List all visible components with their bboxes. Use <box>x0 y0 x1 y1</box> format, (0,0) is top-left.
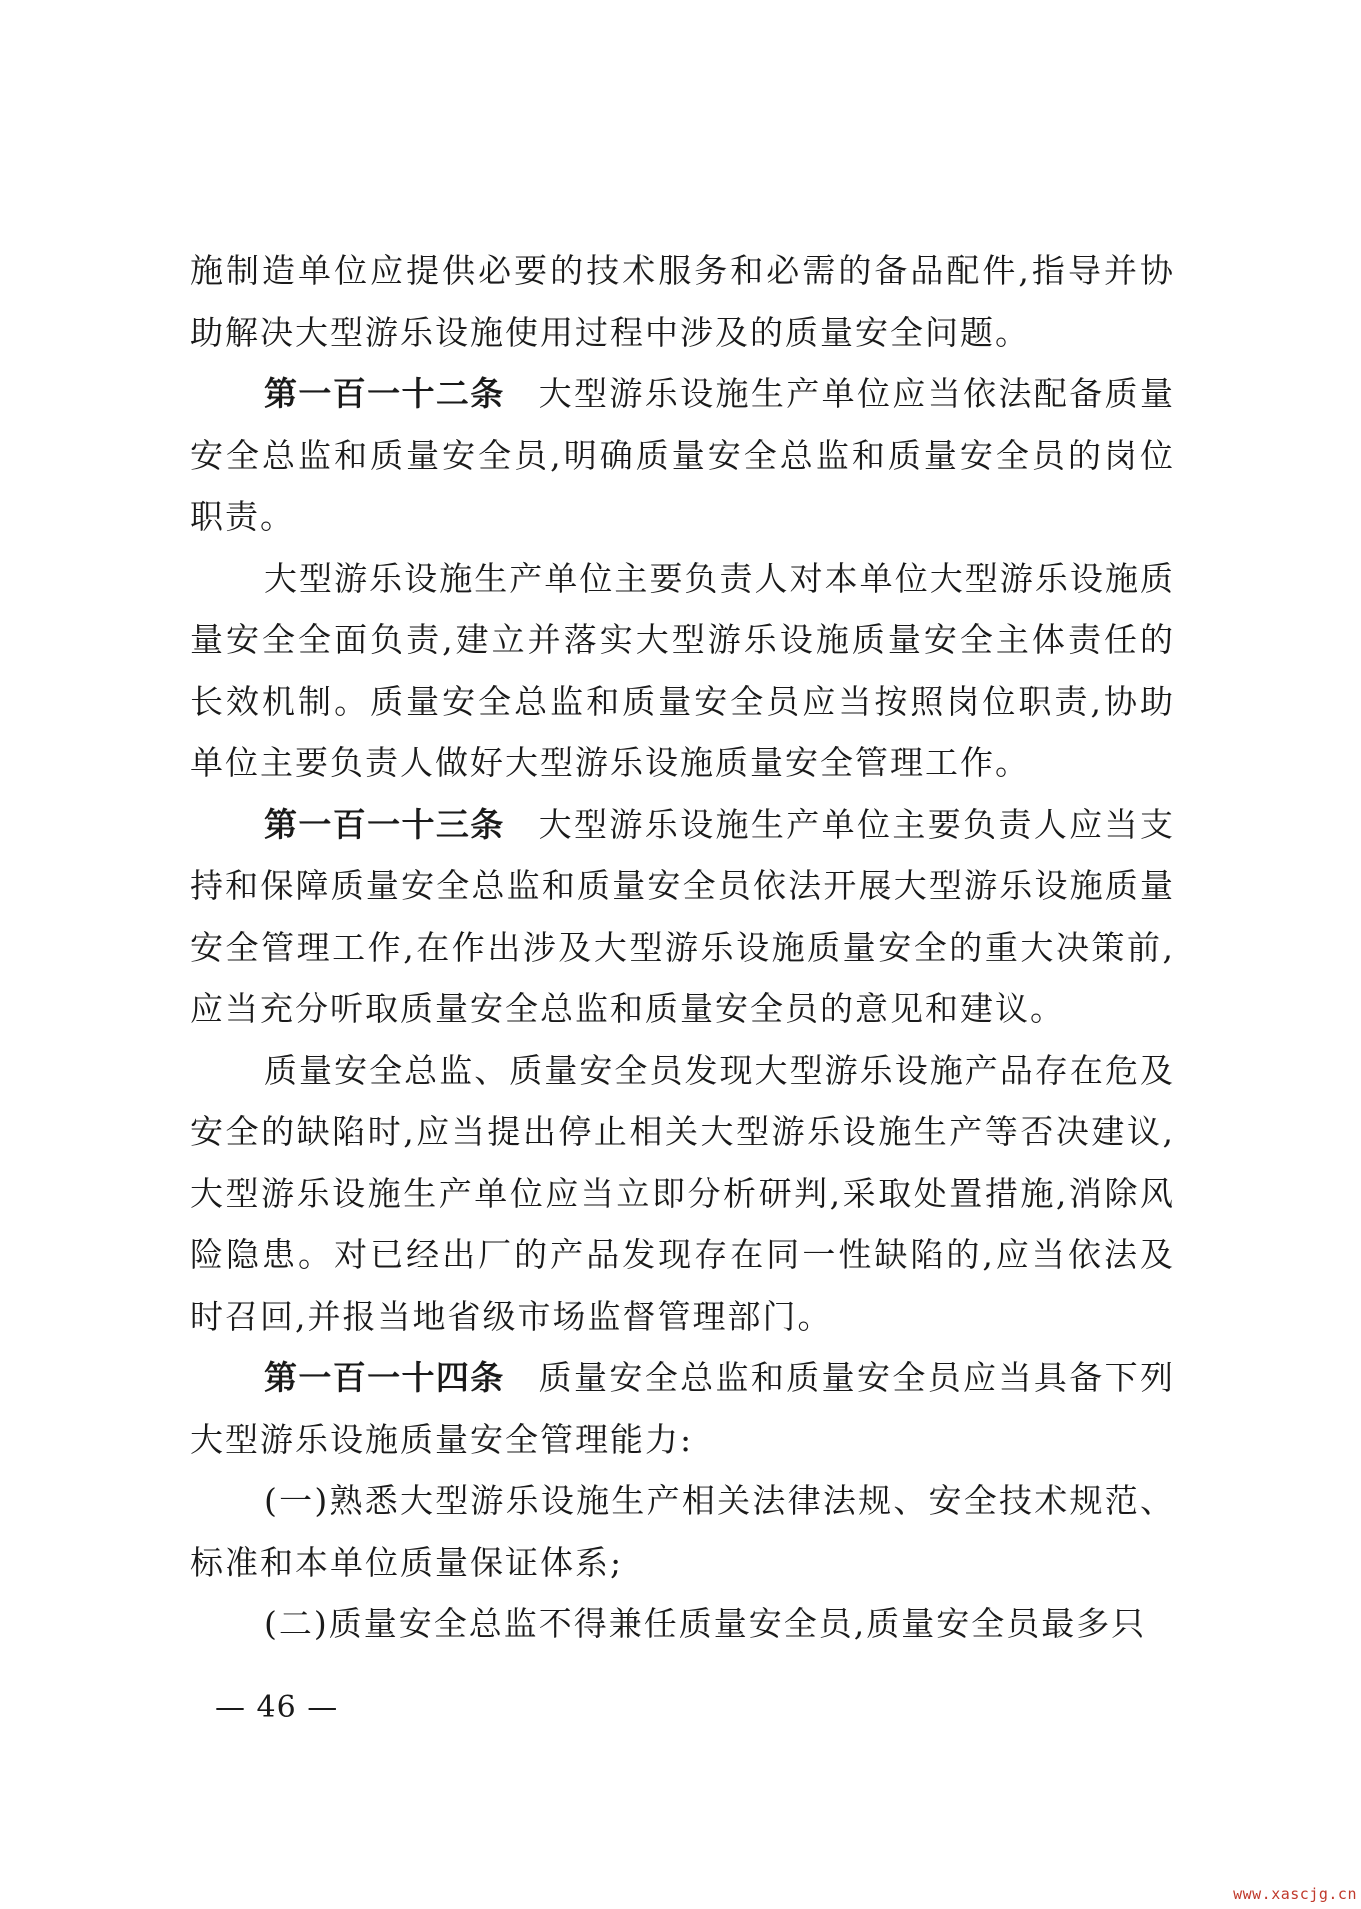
article-112 <box>190 363 1175 548</box>
article-heading: 第一百一十二条 <box>264 374 505 413</box>
paragraph-text: (二)质量安全总监不得兼任质量安全员,质量安全员最多只 <box>264 1604 1147 1643</box>
paragraph-text: 大型游乐设施生产单位主要负责人对本单位大型游乐设施质量安全全面负责,建立并落实大型游乐设施质量安全主体责任的长效机制。质量安全总监和质量安全员应当按照岗位职责,协助单位主要负责人做好大型游乐设施质量安全管理工作。 <box>190 558 1175 782</box>
paragraph-text: 质量安全总监、质量安全员发现大型游乐设施产品存在危及安全的缺陷时,应当提出停止相关大型游乐设施生产等否决建议,大型游乐设施生产单位应当立即分析研判,采取处置措施,消除风险隐患。对已经出厂的产品发现存在同一性缺陷的,应当依法及时召回,并报当地省级市场监督管理部门。 <box>190 1050 1175 1336</box>
paragraph-text: 大型游乐设施生产单位主要负责人应当支持和保障质量安全总监和质量安全员依法开展大型游乐设施质量安全管理工作,在作出涉及大型游乐设施质量安全的重大决策前,应当充分听取质量安全总监和质量安全员的意见和建议。 <box>190 804 1175 1028</box>
list-item-2 <box>190 1593 1175 1655</box>
paragraph-text: 质量安全总监和质量安全员应当具备下列大型游乐设施质量安全管理能力: <box>190 1358 1175 1459</box>
paragraph <box>190 548 1175 794</box>
list-item-1 <box>190 1470 1175 1593</box>
paragraph-text: 大型游乐设施生产单位应当依法配备质量安全总监和质量安全员,明确质量安全总监和质量安全员的岗位职责。 <box>190 374 1175 536</box>
paragraph <box>190 1040 1175 1348</box>
article-113 <box>190 794 1175 1040</box>
article-heading: 第一百一十三条 <box>264 804 505 844</box>
paragraph-text: 施制造单位应提供必要的技术服务和必需的备品配件,指导并协助解决大型游乐设施使用过程中涉及的质量安全问题。 <box>190 251 1175 352</box>
body-text <box>190 240 1175 1655</box>
page-number: — 46 — <box>215 1690 339 1725</box>
watermark: www.xascjg.cn <box>1233 1885 1357 1903</box>
paragraph-continuation <box>190 240 1175 363</box>
paragraph-text: (一)熟悉大型游乐设施生产相关法律法规、安全技术规范、标准和本单位质量保证体系; <box>190 1481 1175 1582</box>
article-114 <box>190 1347 1175 1470</box>
article-heading: 第一百一十四条 <box>264 1358 505 1397</box>
